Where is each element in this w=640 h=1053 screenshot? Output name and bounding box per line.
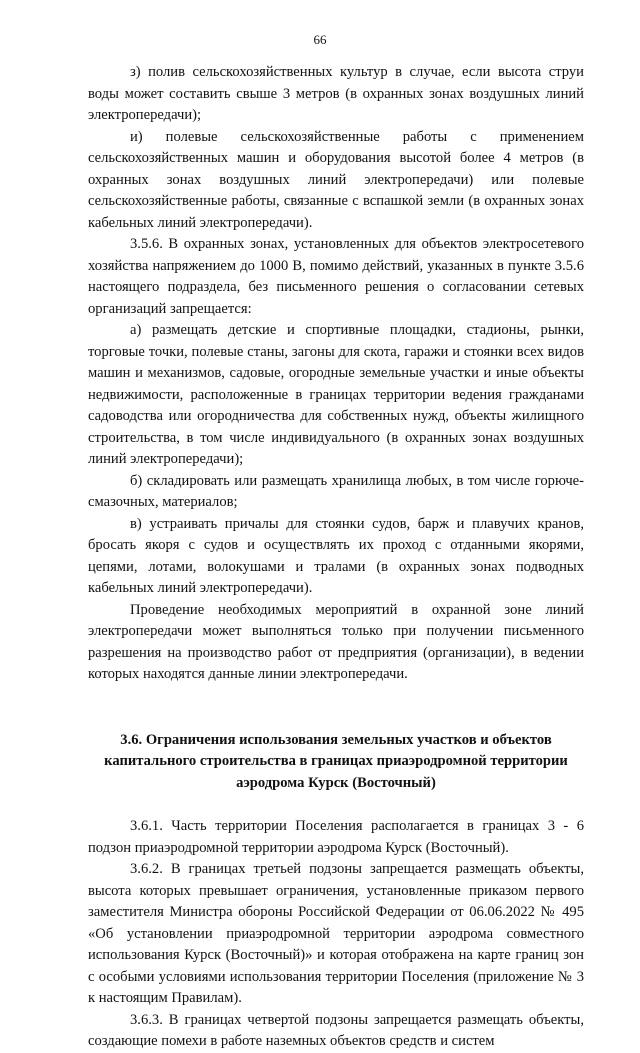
paragraph-3-5-6: 3.5.6. В охранных зонах, установленных для объектов электросетевого хозяйства напряжением до 1000 В, помимо действий, указанных в пункте 3.5.6 настоящего подраздела, без письменного решения о согласовании сетевых организаций запрещается:: [88, 236, 584, 317]
paragraph-3-6-3: 3.6.3. В границах четвертой подзоны запрещается размещать объекты, создающие помехи в работе наземных объектов средств и систем: [88, 1011, 584, 1049]
paragraph-z: з) полив сельскохозяйственных культур в случае, если высота струи воды может составить свыше 3 метров (в охранных зонах воздушных линий электропередачи);: [88, 64, 584, 123]
section-heading-line-3: аэродрома Курск (Восточный): [236, 774, 436, 791]
paragraph-i: и) полевые сельскохозяйственные работы с применением сельскохозяйственных машин и оборудования высотой более 4 метров (в охранных зонах воздушных линий электропередачи) или полевые сельскохозяйственные работы, связанные с вспашкой земли (в охранных зонах кабельных линий электропередачи).: [88, 128, 584, 231]
paragraph-measures: Проведение необходимых мероприятий в охранной зоне линий электропередачи может выполняться только при получении письменного разрешения на производство работ от предприятия (организации), в ведении которых находятся данные линии электропередачи.: [88, 601, 584, 682]
section-heading-line-2: капитального строительства в границах приаэродромной территории: [104, 753, 568, 769]
page-number: 66: [313, 32, 327, 47]
paragraph-a: а) размещать детские и спортивные площадки, стадионы, рынки, торговые точки, полевые станы, загоны для скота, гаражи и стоянки всех видов машин и механизмов, садовые, огородные земельные участки и иные объекты недвижимости, расположенные в границах территории ведения гражданами садоводства или огородничества для собственных нужд, объекты жилищного строительства, в том числе индивидуального (в охранных зонах воздушных линий электропередачи);: [88, 322, 584, 467]
section-heading: [88, 730, 584, 795]
paragraph-b: б) складировать или размещать хранилища любых, в том числе горюче-смазочных, материалов;: [88, 472, 584, 510]
paragraph-3-6-1: 3.6.1. Часть территории Поселения располагается в границах 3 - 6 подзон приаэродромной территории аэродрома Курск (Восточный).: [88, 818, 584, 856]
section-heading-line-1: 3.6. Ограничения использования земельных участков и объектов: [120, 731, 552, 748]
paragraph-v: в) устраивать причалы для стоянки судов, барж и плавучих кранов, бросать якоря с судов и осуществлять их проход с отданными якорями, цепями, лотами, волокушами и тралами (в охранных зонах подводных кабельных линий электропередачи).: [88, 515, 584, 596]
paragraph-3-6-2: 3.6.2. В границах третьей подзоны запрещается размещать объекты, высота которых превышает ограничения, установленные приказом первого заместителя Министра обороны Российской Федерации от 06.06.2022 № 495 «Об установлении приаэродромной территории аэродрома совместного использования Курск (Восточный)» и которая отображена на карте границ зон с особыми условиями использования территории Поселения (приложение № 3 к настоящим Правилам).: [88, 861, 584, 1006]
